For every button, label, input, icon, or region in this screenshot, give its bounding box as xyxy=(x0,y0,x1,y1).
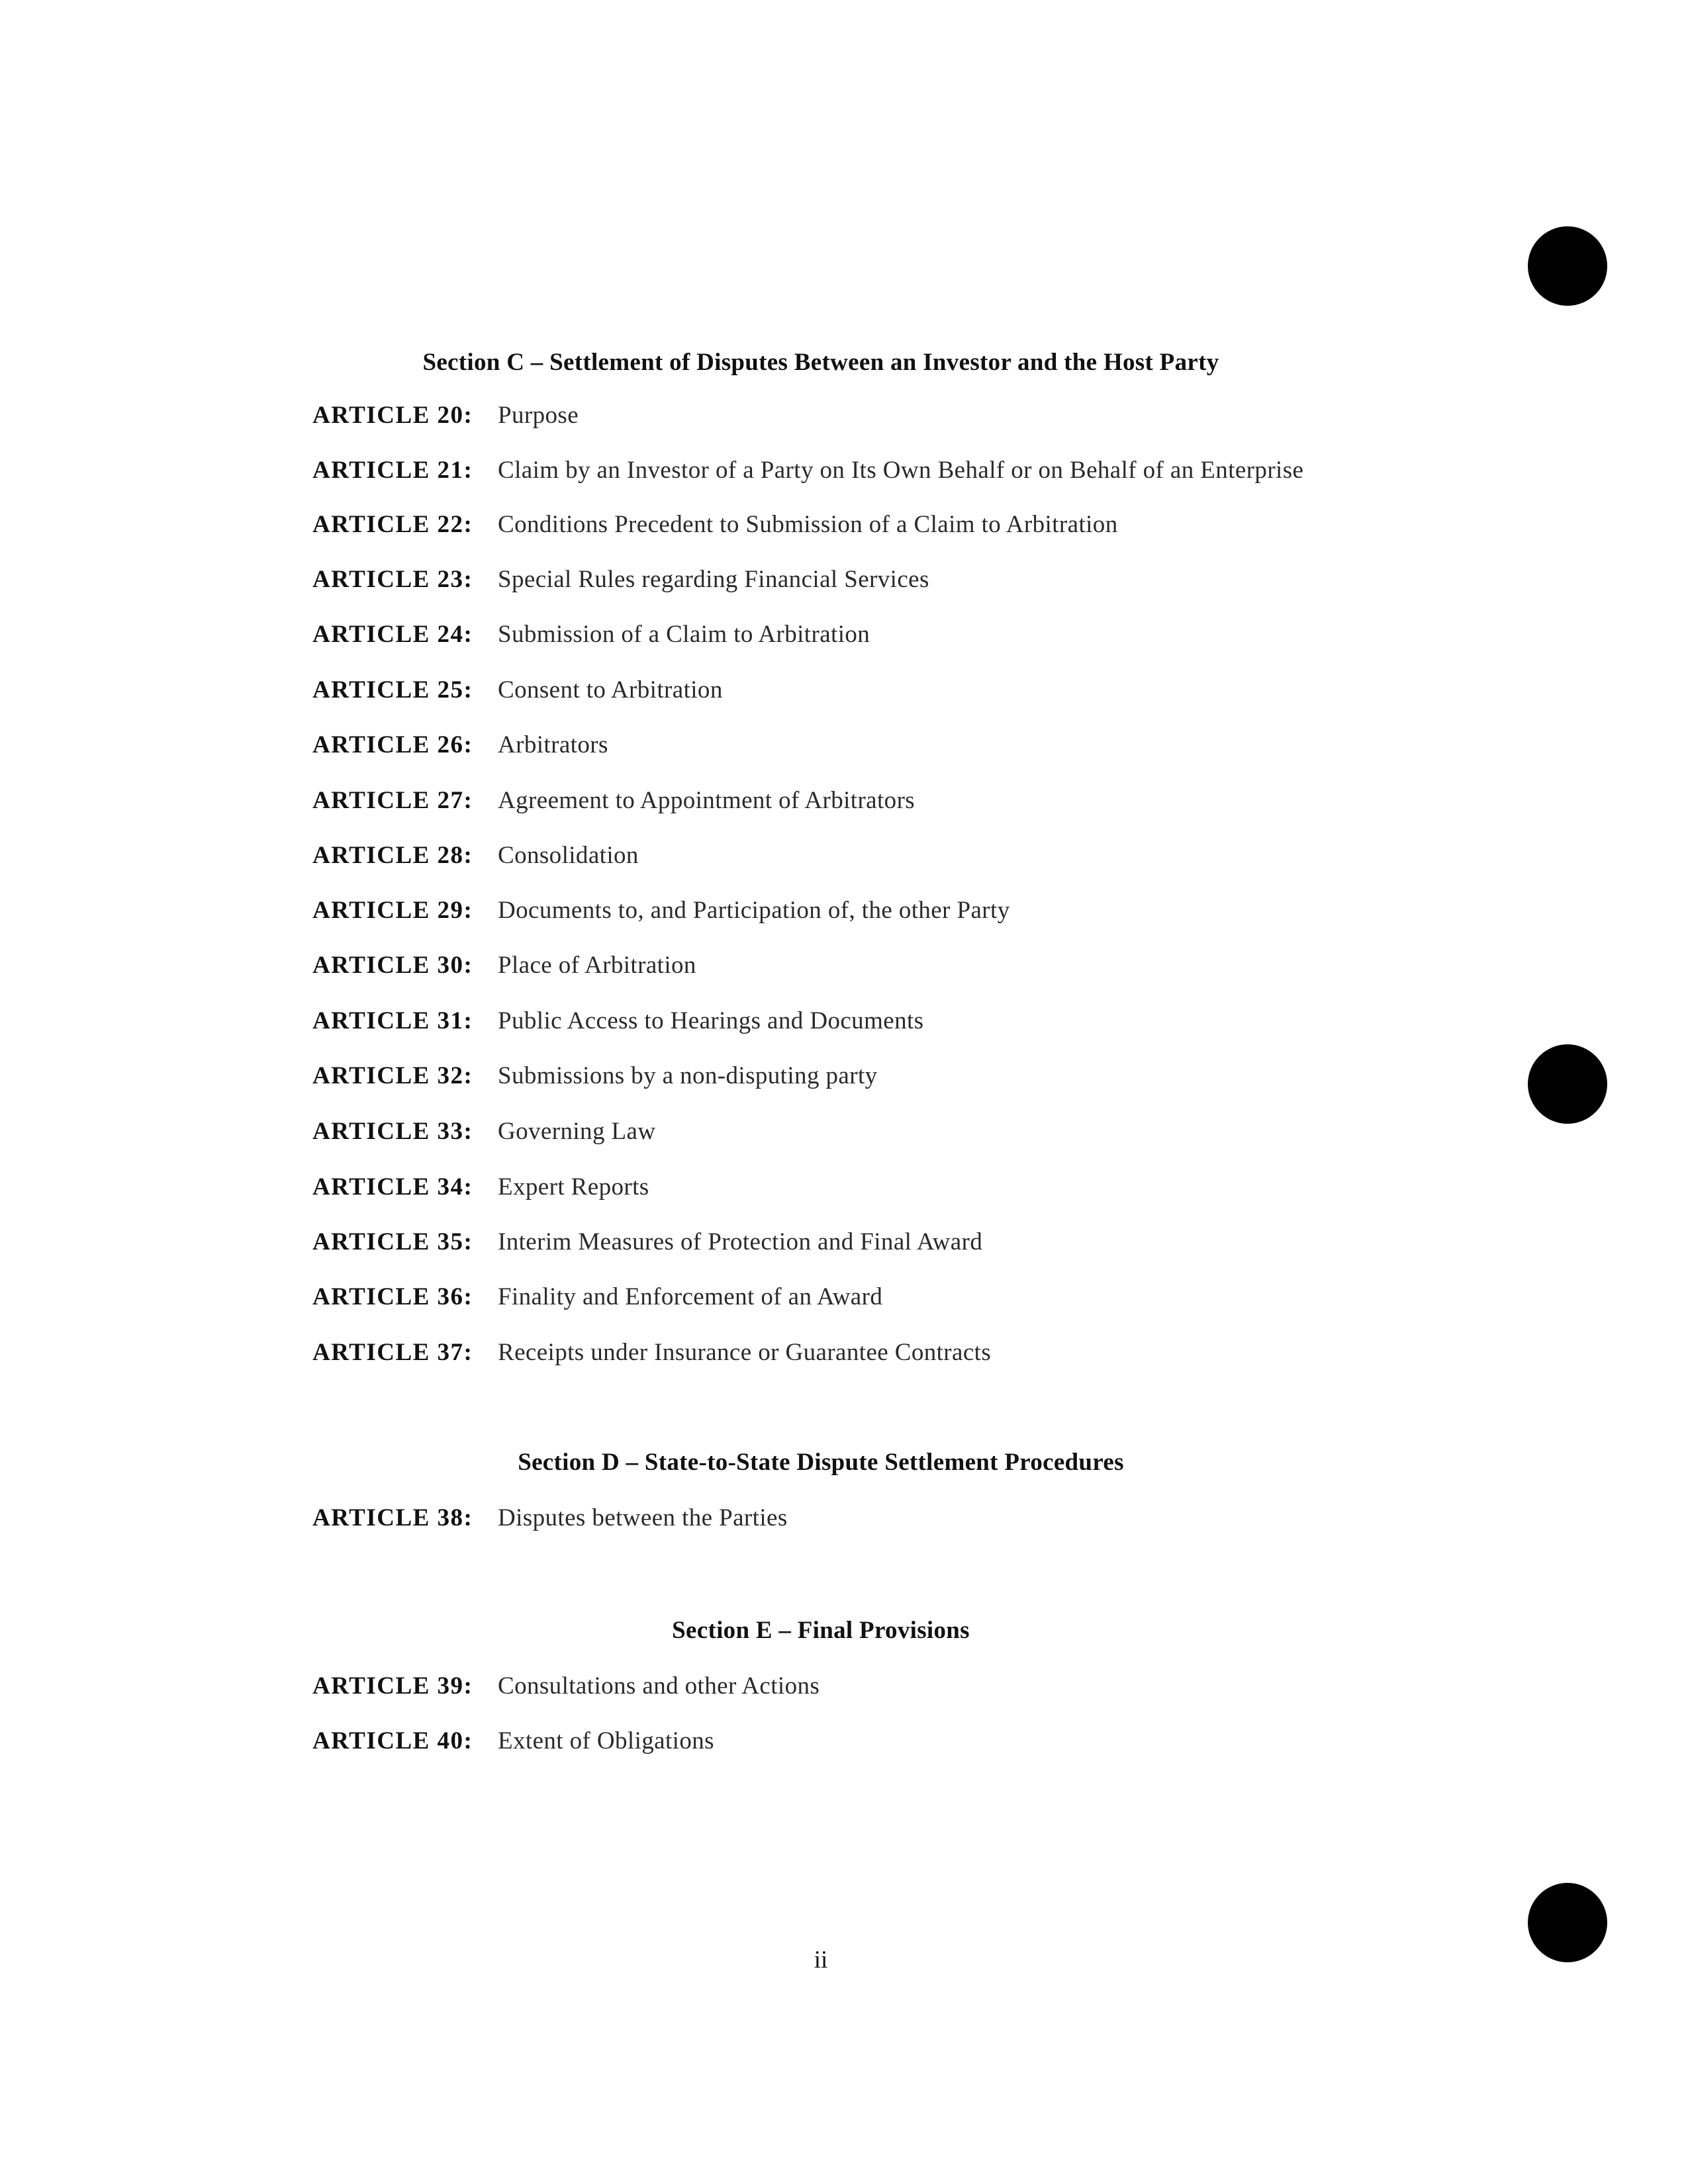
page-number: ii xyxy=(814,1946,828,1974)
toc-entry-article-25 xyxy=(312,676,723,709)
article-title: Place of Arbitration xyxy=(498,952,696,979)
toc-entry-article-38 xyxy=(312,1504,788,1537)
article-number: ARTICLE 24: xyxy=(312,621,473,648)
article-title: Finality and Enforcement of an Award xyxy=(498,1283,883,1310)
article-title: Arbitrators xyxy=(498,731,608,758)
article-title: Receipts under Insurance or Guarantee Contracts xyxy=(498,1339,992,1366)
article-number: ARTICLE 39: xyxy=(312,1672,473,1700)
toc-entry-article-21 xyxy=(312,456,1303,489)
article-number: ARTICLE 27: xyxy=(312,787,473,814)
toc-entry-article-40 xyxy=(312,1727,714,1760)
toc-entry-article-27 xyxy=(312,786,915,819)
article-number: ARTICLE 35: xyxy=(312,1228,473,1255)
article-number: ARTICLE 21: xyxy=(312,457,473,484)
toc-entry-article-31 xyxy=(312,1007,923,1040)
article-title: Extent of Obligations xyxy=(498,1727,714,1754)
toc-entry-article-37 xyxy=(312,1338,991,1371)
article-number: ARTICLE 29: xyxy=(312,897,473,924)
article-title: Submissions by a non-disputing party xyxy=(498,1062,878,1089)
article-title: Claim by an Investor of a Party on Its Own Behalf or on Behalf of an Enterprise xyxy=(498,457,1304,484)
article-number: ARTICLE 40: xyxy=(312,1727,473,1754)
article-number: ARTICLE 34: xyxy=(312,1173,473,1201)
article-title: Disputes between the Parties xyxy=(498,1504,788,1531)
article-title: Public Access to Hearings and Documents xyxy=(498,1007,924,1034)
toc-entry-article-22 xyxy=(312,510,1118,543)
article-number: ARTICLE 32: xyxy=(312,1062,473,1089)
toc-entry-article-29 xyxy=(312,896,1010,929)
article-title: Purpose xyxy=(498,402,579,429)
section-d-heading: Section D – State-to-State Dispute Settlement Procedures xyxy=(518,1449,1124,1476)
toc-entry-article-34 xyxy=(312,1173,649,1206)
section-c-heading: Section C – Settlement of Disputes Between an Investor and the Host Party xyxy=(422,349,1219,376)
toc-entry-article-39 xyxy=(312,1672,820,1705)
toc-entry-article-30 xyxy=(312,951,696,984)
article-title: Agreement to Appointment of Arbitrators xyxy=(498,787,915,814)
toc-entry-article-36 xyxy=(312,1283,882,1316)
article-number: ARTICLE 38: xyxy=(312,1504,473,1531)
toc-entry-article-35 xyxy=(312,1228,982,1261)
article-number: ARTICLE 22: xyxy=(312,511,473,538)
article-number: ARTICLE 25: xyxy=(312,676,473,704)
article-title: Consolidation xyxy=(498,842,639,869)
article-number: ARTICLE 33: xyxy=(312,1118,473,1145)
article-number: ARTICLE 36: xyxy=(312,1283,473,1310)
section-e-heading: Section E – Final Provisions xyxy=(672,1617,970,1644)
article-title: Submission of a Claim to Arbitration xyxy=(498,621,870,648)
toc-entry-article-23 xyxy=(312,565,929,598)
article-number: ARTICLE 20: xyxy=(312,402,473,429)
toc-entry-article-26 xyxy=(312,731,608,764)
article-title: Interim Measures of Protection and Final Award xyxy=(498,1228,983,1255)
toc-entry-article-32 xyxy=(312,1062,878,1095)
article-number: ARTICLE 31: xyxy=(312,1007,473,1034)
article-number: ARTICLE 28: xyxy=(312,842,473,869)
article-number: ARTICLE 23: xyxy=(312,566,473,593)
article-title: Expert Reports xyxy=(498,1173,649,1201)
article-title: Consent to Arbitration xyxy=(498,676,723,704)
toc-entry-article-20 xyxy=(312,401,579,434)
punch-hole-top xyxy=(1528,226,1607,306)
toc-entry-article-24 xyxy=(312,620,870,653)
article-title: Special Rules regarding Financial Services xyxy=(498,566,929,593)
toc-entry-article-28 xyxy=(312,841,639,874)
article-title: Governing Law xyxy=(498,1118,656,1145)
toc-entry-article-33 xyxy=(312,1117,655,1150)
article-number: ARTICLE 30: xyxy=(312,952,473,979)
article-title: Documents to, and Participation of, the other Party xyxy=(498,897,1010,924)
article-title: Consultations and other Actions xyxy=(498,1672,820,1700)
article-title: Conditions Precedent to Submission of a Claim to Arbitration xyxy=(498,511,1118,538)
article-number: ARTICLE 26: xyxy=(312,731,473,758)
article-number: ARTICLE 37: xyxy=(312,1339,473,1366)
punch-hole-middle xyxy=(1528,1044,1607,1124)
